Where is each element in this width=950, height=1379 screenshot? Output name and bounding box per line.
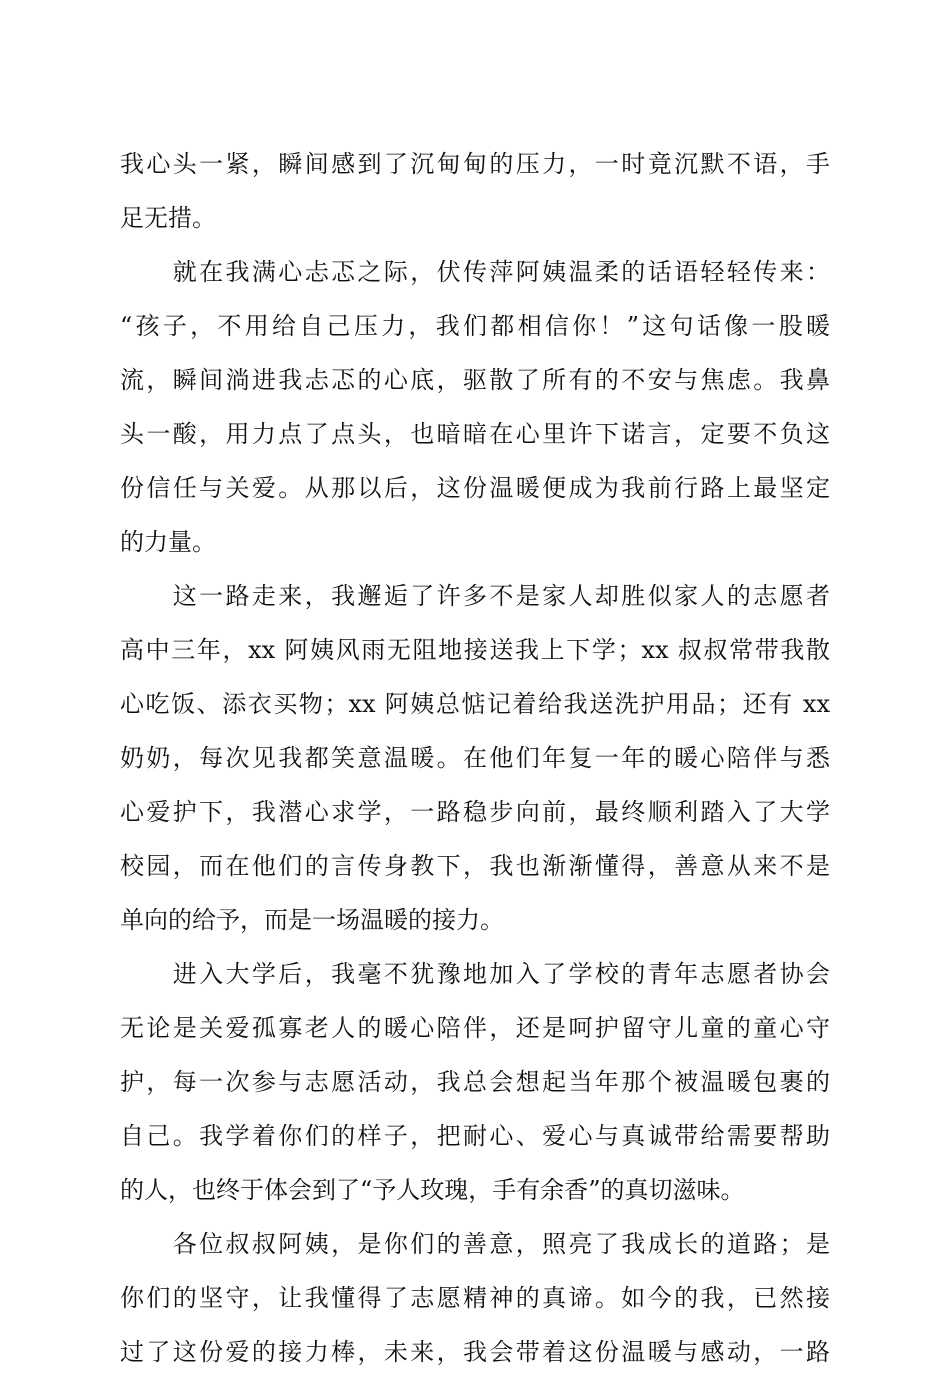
text-line: 校园，而在他们的言传身教下，我也渐渐懂得，善意从来不是	[120, 852, 830, 880]
text-line: 单向的给予，而是一场温暖的接力。	[120, 906, 504, 934]
text-line: 高中三年，xx 阿姨风雨无阻地接送我上下学；xx 叔叔常带我散	[120, 636, 830, 664]
text-line: 过了这份爱的接力棒，未来，我会带着这份温暖与感动，一路	[120, 1338, 830, 1366]
text-line: 流，瞬间淌进我忐忑的心底，驱散了所有的不安与焦虑。我鼻	[120, 366, 830, 394]
text-line: 奶奶，每次见我都笑意温暖。在他们年复一年的暖心陪伴与悉	[120, 744, 830, 772]
text-line: 心吃饭、添衣买物；xx 阿姨总惦记着给我送洗护用品；还有 xx	[120, 690, 830, 718]
text-line: 无论是关爱孤寡老人的暖心陪伴，还是呵护留守儿童的童心守	[120, 1014, 830, 1042]
text-line: 足无措。	[120, 204, 216, 232]
text-line: 份信任与关爱。从那以后，这份温暖便成为我前行路上最坚定	[120, 474, 830, 502]
text-line: 护，每一次参与志愿活动，我总会想起当年那个被温暖包裹的	[120, 1068, 830, 1096]
text-line: 心爱护下，我潜心求学，一路稳步向前，最终顺利踏入了大学	[120, 798, 830, 826]
text-line: 你们的坚守，让我懂得了志愿精神的真谛。如今的我，已然接	[120, 1284, 830, 1312]
text-line: 自己。我学着你们的样子，把耐心、爱心与真诚带给需要帮助	[120, 1122, 830, 1150]
text-line: “孩子，不用给自己压力，我们都相信你！”这句话像一股暖	[120, 312, 830, 340]
text-line: 各位叔叔阿姨，是你们的善意，照亮了我成长的道路；是	[120, 1230, 830, 1258]
body-text	[120, 137, 830, 1379]
text-line: 头一酸，用力点了点头，也暗暗在心里许下诺言，定要不负这	[120, 420, 830, 448]
text-line: 这一路走来，我邂逅了许多不是家人却胜似家人的志愿者	[120, 582, 830, 610]
text-line: 的人，也终于体会到了“予人玫瑰，手有余香”的真切滋味。	[120, 1176, 745, 1204]
text-line: 的力量。	[120, 528, 216, 556]
text-line: 进入大学后，我毫不犹豫地加入了学校的青年志愿者协会	[120, 960, 830, 988]
text-line: 就在我满心忐忑之际，伏传萍阿姨温柔的话语轻轻传来：	[120, 258, 830, 286]
text-line: 我心头一紧，瞬间感到了沉甸甸的压力，一时竟沉默不语，手	[120, 150, 830, 178]
